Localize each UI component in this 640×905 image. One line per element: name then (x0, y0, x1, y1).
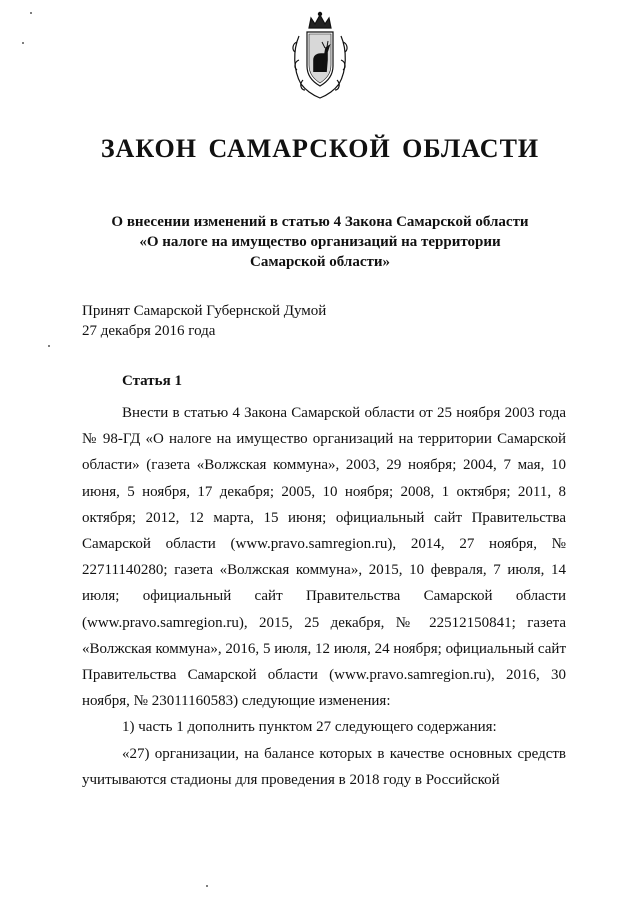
subtitle-line: О внесении изменений в статью 4 Закона Самарской области (111, 214, 529, 230)
law-subtitle (90, 212, 550, 272)
subtitle-line: Самарской области» (250, 254, 390, 270)
scan-speck (30, 12, 32, 14)
adoption-note (82, 301, 326, 341)
article-paragraph: 1) часть 1 дополнить пунктом 27 следующего содержания: (122, 719, 497, 736)
article-heading: Статья 1 (122, 373, 182, 389)
adoption-body: Принят Самарской Губернской Думой (82, 303, 327, 319)
article-body (82, 400, 566, 793)
law-title: ЗАКОН САМАРСКОЙ ОБЛАСТИ (100, 134, 540, 163)
samara-coat-of-arms-icon (289, 10, 351, 100)
scan-speck (48, 345, 50, 347)
article-paragraph: «27) организации, на балансе которых в качестве основных средств учитываются стадионы для проведения в 2018 году в Российской (82, 745, 566, 788)
adoption-date: 27 декабря 2016 года (82, 323, 216, 339)
scan-speck (22, 42, 24, 44)
subtitle-line: «О налоге на имущество организаций на территории (139, 234, 501, 250)
article-paragraph: Внести в статью 4 Закона Самарской области от 25 ноября 2003 года № 98-ГД «О налоге на имущество организаций на территории Самарской области» (газета «Волжская коммуна», 2003, 29 ноября; 2004, 7 мая, 10 июня, 5 ноября, 17 декабря; 2005, 10 ноября; 2008, 1 октября; 2011, 8 октября; 2012, 12 марта, 15 июня; официальный сайт Правительства Самарской области (www.pravo.samregion.ru), 2014, 27 ноября, № 22711140280; газета «Волжская коммуна», 2015, 10 февраля, 7 июля, 14 июля; официальный сайт Правительства Самарской области (www.pravo.samregion.ru), 2015, 25 декабря, № 22512150841; газета «Волжская коммуна», 2016, 5 июля, 12 июля, 24 ноября; официальный сайт Правительства Самарской области (www.pravo.samregion.ru), 2016, 30 ноября, № 23011160583) следующие изменения: (82, 405, 566, 710)
scan-speck (206, 885, 208, 887)
